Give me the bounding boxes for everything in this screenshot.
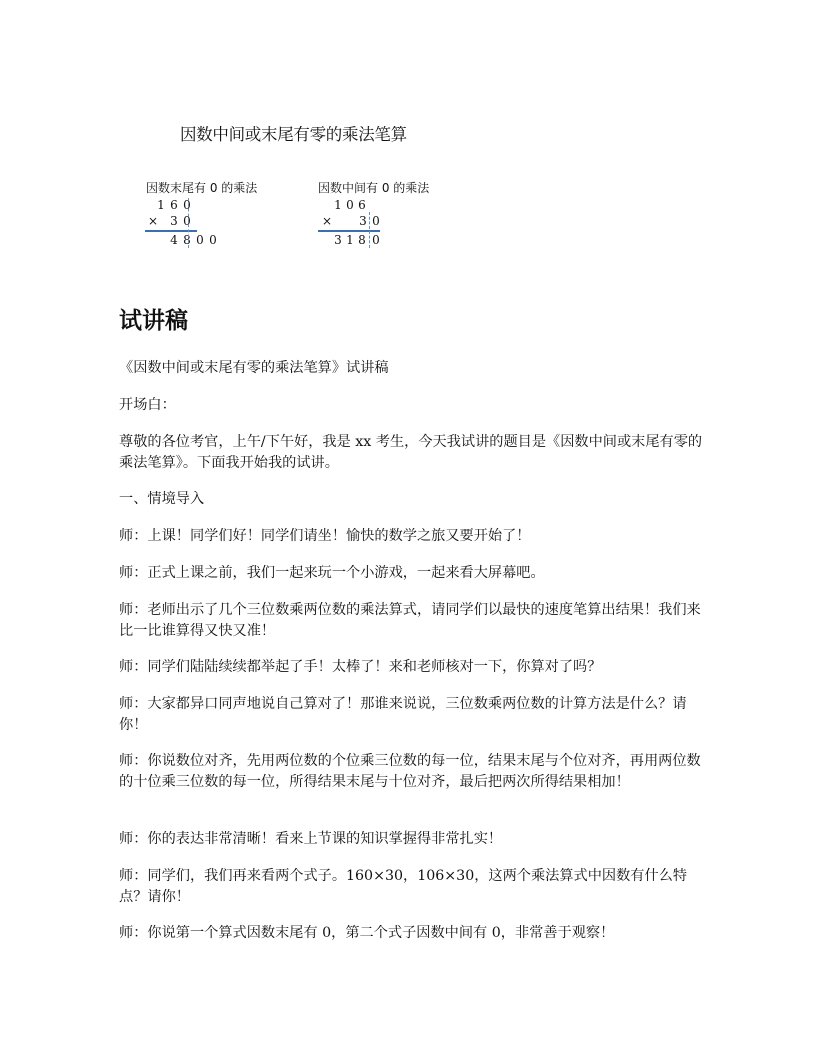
digit: 3 xyxy=(359,214,367,228)
zero-divider-line xyxy=(369,212,370,248)
digit: 0 xyxy=(196,233,204,247)
digit: 0 xyxy=(346,198,354,212)
digit: 0 xyxy=(183,198,191,212)
digit: 6 xyxy=(358,198,366,212)
paragraph: 一、情境导入 xyxy=(119,491,205,507)
figure-left-label: 因数末尾有 0 的乘法 xyxy=(146,181,258,195)
digit: 8 xyxy=(183,233,191,247)
zero-divider-line xyxy=(188,198,189,248)
paragraph: 师：你说第一个算式因数末尾有 0，第二个式子因数中间有 0，非常善于观察！ xyxy=(119,925,615,941)
digit: 0 xyxy=(183,214,191,228)
paragraph: 师：同学们陆陆续续都举起了手！太棒了！来和老师核对一下，你算对了吗？ xyxy=(119,659,602,675)
digit: 1 xyxy=(334,198,342,212)
multiply-sign: × xyxy=(148,214,159,228)
paragraph: 师：你说数位对齐，先用两位数的个位乘三位数的每一位，结果末尾与个位对齐，再用两位数的十位乘三位数的每一位，所得结果末尾与十位对齐，最后把两次所得结果相加！ xyxy=(119,753,701,790)
digit: 0 xyxy=(372,233,380,247)
paragraph: 师：大家都异口同声地说自己算对了！那谁来说说，三位数乘两位数的计算方法是什么？请你！ xyxy=(119,696,687,733)
multiply-sign: × xyxy=(322,214,333,228)
digit: 6 xyxy=(170,198,178,212)
section-heading: 试讲稿 xyxy=(119,308,188,334)
paragraph: 师：同学们，我们再来看两个式子。160×30，106×30，这两个乘法算式中因数有什么特点？请你！ xyxy=(119,868,688,905)
paragraph: 师：你的表达非常清晰！看来上节课的知识掌握得非常扎实！ xyxy=(119,831,503,847)
digit: 3 xyxy=(334,233,342,247)
digit: 8 xyxy=(358,233,366,247)
document-title: 因数中间或末尾有零的乘法笔算 xyxy=(180,125,407,144)
digit: 0 xyxy=(209,233,217,247)
paragraph: 师：正式上课之前，我们一起来玩一个小游戏，一起来看大屏幕吧。 xyxy=(119,565,545,581)
paragraph: 《因数中间或末尾有零的乘法笔算》试讲稿 xyxy=(119,360,389,376)
digit: 1 xyxy=(346,233,354,247)
digit: 3 xyxy=(170,214,178,228)
paragraph: 师：上课！同学们好！同学们请坐！愉快的数学之旅又要开始了！ xyxy=(119,528,531,544)
paragraph: 开场白： xyxy=(119,397,176,413)
digit: 4 xyxy=(170,233,178,247)
figure-right-calculation xyxy=(312,198,392,248)
paragraph: 尊敬的各位考官，上午/下午好，我是 xx 考生，今天我试讲的题目是《因数中间或末尾有零的乘法笔算》。下面我开始我的试讲。 xyxy=(119,434,703,471)
sum-line xyxy=(318,230,380,232)
figure-left-calculation xyxy=(140,198,220,248)
sum-line xyxy=(145,230,197,232)
paragraph: 师：老师出示了几个三位数乘两位数的乘法算式，请同学们以最快的速度笔算出结果！我们来比一比谁算得又快又准！ xyxy=(119,602,701,639)
digit: 1 xyxy=(157,198,165,212)
digit: 0 xyxy=(372,214,380,228)
figure-right-label: 因数中间有 0 的乘法 xyxy=(318,181,430,195)
